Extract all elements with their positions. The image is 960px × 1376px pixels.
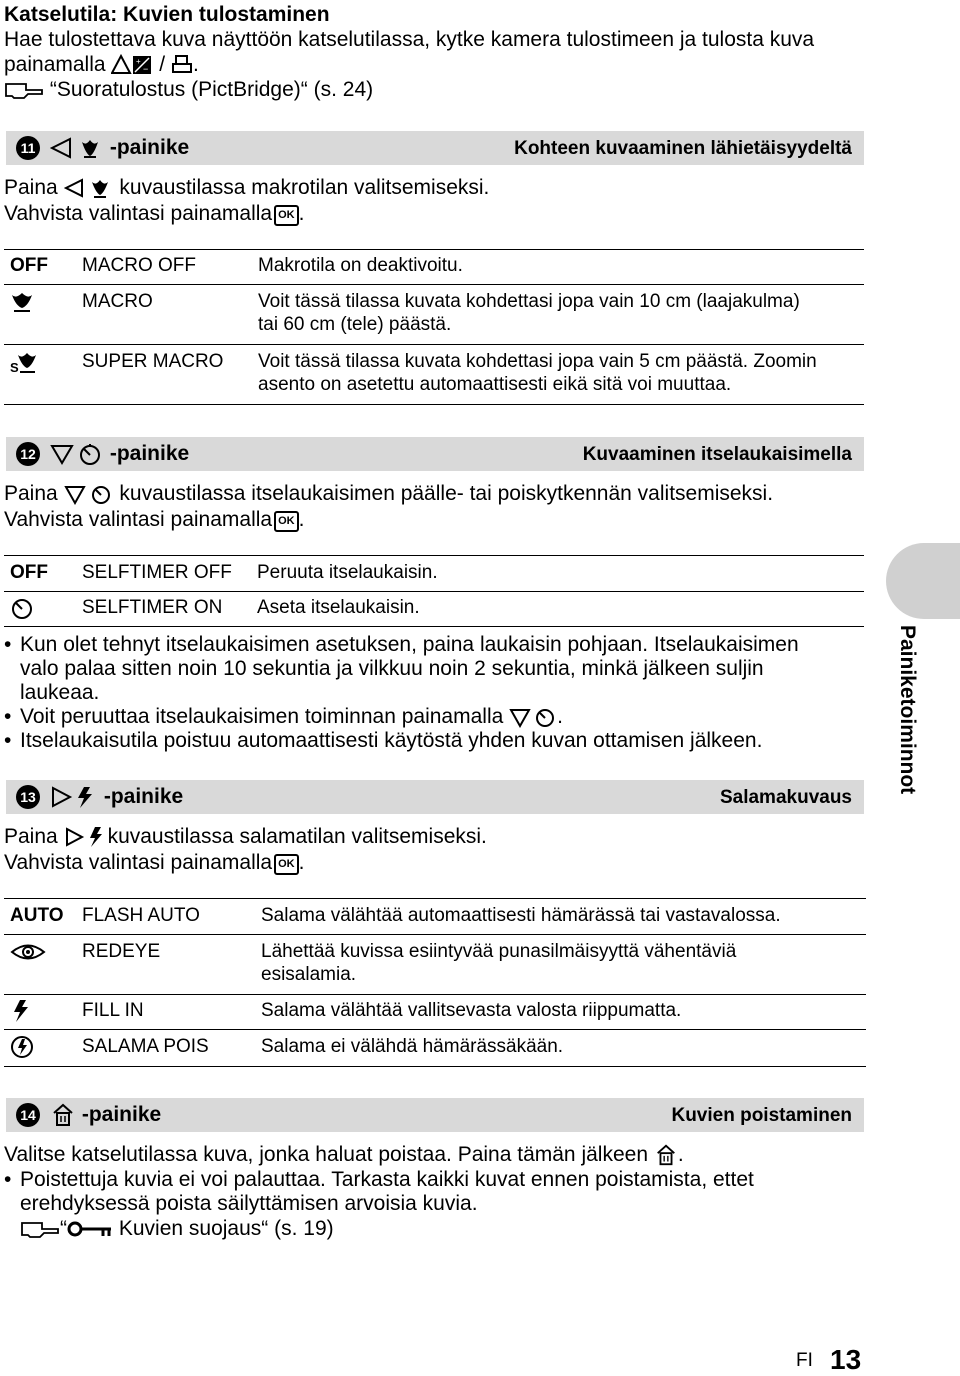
section-subtitle: Kuvaaminen itselaukaisimella: [582, 444, 852, 465]
table-rule: [4, 1029, 866, 1030]
row-mode: SELFTIMER OFF: [82, 562, 232, 583]
right-flash-icon: [64, 826, 108, 848]
row-description: Aseta itselaukaisin.: [257, 597, 420, 618]
right-flash-icon: [50, 785, 98, 809]
s14-paragraph-1: Valitse katselutilassa kuva, jonka haluat poistaa. Paina tämän jälkeen .: [4, 1143, 684, 1166]
flash-icon: [10, 999, 32, 1023]
table-rule: [4, 555, 864, 556]
erase-icon: [50, 1102, 76, 1128]
section-subtitle: Kuvien poistaminen: [671, 1105, 852, 1126]
table-row: [0, 561, 864, 591]
section-13-header: [6, 780, 864, 814]
intro-line1: Hae tulostettava kuva näyttöön katselutilassa, kytke kamera tulostimeen ja tulosta kuva: [4, 28, 815, 51]
s13-paragraph-2: Vahvista valintasi painamalla OK .: [4, 851, 305, 874]
erase-icon: [654, 1143, 678, 1167]
intro-period: .: [192, 53, 199, 76]
intro-line2: [4, 52, 199, 77]
bullet-dot: •: [4, 729, 12, 752]
row-description: Makrotila on deaktivoitu.: [258, 255, 463, 276]
section-title-text: -painike: [103, 785, 184, 808]
section-12-header: [6, 437, 864, 471]
macro-icon: [10, 292, 34, 312]
bullet-dot: •: [4, 633, 12, 656]
bullet-line: Poistettuja kuvia ei voi palauttaa. Tarkasta kaikki kuvat ennen poistamista, ettet: [20, 1168, 754, 1191]
section-title-text: -painike: [109, 136, 190, 159]
super-macro-icon: [10, 352, 38, 374]
section-title: [50, 1102, 161, 1128]
row-description: Peruuta itselaukaisin.: [257, 562, 438, 583]
table-row: [0, 999, 866, 1029]
section-subtitle: Kohteen kuvaaminen lähietäisyydeltä: [514, 138, 852, 159]
section-title-text: -painike: [109, 442, 190, 465]
table-row: [0, 290, 864, 340]
bullet-line: Itselaukaisutila poistuu automaattisesti käytöstä yhden kuvan ottamisen jälkeen.: [20, 729, 763, 752]
svg-text:+: +: [136, 57, 142, 67]
table-rule: [4, 344, 864, 345]
table-rule: [4, 1066, 866, 1067]
table-row: [0, 1035, 866, 1065]
down-selftimer-icon: [509, 706, 557, 728]
intro-slash: /: [159, 53, 166, 76]
row-mode: SALAMA POIS: [82, 1036, 209, 1057]
intro-heading: Katselutila: Kuvien tulostaminen: [4, 3, 330, 26]
row-symbol: OFF: [10, 562, 48, 583]
s14-reference: [20, 1216, 334, 1241]
bullet-line: laukeaa.: [20, 681, 100, 704]
s12-p1b: kuvaustilassa itselaukaisimen päälle- tai poiskytkennän valitsemiseksi.: [119, 482, 774, 505]
section-14-header: [6, 1098, 864, 1132]
table-rule: [4, 249, 864, 250]
row-description: Voit tässä tilassa kuvata kohdettasi jopa vain 5 cm päästä. Zoomin: [258, 351, 817, 372]
row-description: Salama välähtää automaattisesti hämärässä tai vastavalossa.: [261, 905, 781, 926]
bullet-line: erehdyksessä poista säilyttämisen arvoisia kuvia.: [20, 1192, 478, 1215]
intro-line2-text: painamalla: [4, 53, 106, 76]
flash-off-icon: [10, 1035, 34, 1059]
table-row: [0, 254, 864, 284]
side-tab-label: [888, 625, 918, 845]
row-description: Lähettää kuvissa esiintyvää punasilmäisyyttä vähentäviä: [261, 941, 737, 962]
bullet-dot: •: [4, 1168, 12, 1191]
row-description-cont: tai 60 cm (tele) päästä.: [258, 314, 452, 335]
table-rule: [4, 404, 864, 405]
bullet-text: Voit peruuttaa itselaukaisimen toiminnan painamalla: [20, 705, 504, 728]
table-rule: [4, 898, 866, 899]
bullet-item: [0, 632, 870, 706]
table-rule: [4, 591, 864, 592]
down-selftimer-icon: [64, 483, 114, 505]
row-description-cont: asento on asetettu automaattisesti eikä sitä voi muuttaa.: [258, 374, 732, 395]
section-subtitle: Salamakuvaus: [719, 787, 852, 808]
table-rule: [4, 934, 866, 935]
row-description-cont: esisalamia.: [261, 964, 357, 985]
selftimer-icon: [10, 597, 34, 619]
s12-p2: Vahvista valintasi painamalla: [4, 508, 273, 531]
print-icon: [171, 54, 193, 76]
reference-quote: “: [60, 1217, 67, 1240]
s13-paragraph-1: [4, 824, 487, 849]
table-rule: [4, 626, 864, 627]
s13-p2: Vahvista valintasi painamalla: [4, 851, 273, 874]
table-row: [0, 596, 864, 626]
side-tab-text: Painiketoiminnot: [896, 625, 919, 795]
s13-p1a: Paina: [4, 825, 58, 848]
table-row: [0, 350, 864, 400]
s11-p1b: kuvaustilassa makrotilan valitsemiseksi.: [119, 176, 490, 199]
section-title: [50, 135, 189, 161]
section-11-header: [6, 131, 864, 165]
row-mode: FLASH AUTO: [82, 905, 200, 926]
s12-paragraph-1: [4, 481, 773, 506]
s14-p1: Valitse katselutilassa kuva, jonka haluat poistaa. Paina tämän jälkeen: [4, 1143, 648, 1166]
s11-p2: Vahvista valintasi painamalla: [4, 202, 273, 225]
s14-reference-text: Kuvien suojaus“ (s. 19): [118, 1217, 334, 1240]
table-rule: [4, 284, 864, 285]
reference-hand-icon: [4, 80, 44, 100]
s11-p1a: Paina: [4, 176, 58, 199]
bullet-line: Kun olet tehnyt itselaukaisimen asetuksen, paina laukaisin pohjaan. Itselaukaisimen: [20, 633, 799, 656]
row-mode: FILL IN: [82, 1000, 144, 1021]
bullet-line: Voit peruuttaa itselaukaisimen toiminnan painamalla .: [20, 705, 563, 728]
ok-button-icon: OK: [274, 205, 299, 226]
row-mode: MACRO: [82, 291, 153, 312]
protect-key-icon: [67, 1219, 113, 1239]
reference-hand-icon: [20, 1219, 60, 1239]
intro-reference: [4, 77, 373, 102]
ok-button-icon: OK: [274, 854, 299, 875]
row-mode: SELFTIMER ON: [82, 597, 223, 618]
section-title-text: -painike: [81, 1103, 162, 1126]
row-description: Voit tässä tilassa kuvata kohdettasi jopa vain 10 cm (laajakulma): [258, 291, 800, 312]
table-row: [0, 904, 866, 934]
bullet-line: valo palaa sitten noin 10 sekuntia ja vilkkuu noin 2 sekuntia, minkä jälkeen suljin: [20, 657, 764, 680]
up-exposure-icon: [111, 54, 153, 76]
bullet-item: [0, 1167, 870, 1217]
s11-paragraph-2: Vahvista valintasi painamalla OK .: [4, 202, 305, 225]
row-description: Salama ei välähdä hämärässäkään.: [261, 1036, 564, 1057]
section-number: 14: [16, 1103, 40, 1127]
table-row: [0, 940, 866, 990]
row-mode: SUPER MACRO: [82, 351, 224, 372]
ok-button-icon: OK: [274, 511, 299, 532]
svg-text:S: S: [10, 360, 19, 374]
intro-reference-text: “Suoratulostus (PictBridge)“ (s. 24): [49, 78, 374, 101]
bullet-dot: •: [4, 705, 12, 728]
row-symbol: OFF: [10, 255, 48, 276]
s11-paragraph-1: [4, 175, 489, 200]
page-number: 13: [830, 1344, 862, 1375]
row-symbol: AUTO: [10, 905, 64, 926]
left-macro-icon: [64, 177, 114, 199]
section-number: 13: [16, 785, 40, 809]
svg-text:−: −: [143, 64, 149, 75]
left-macro-icon: [50, 136, 104, 160]
s12-paragraph-2: Vahvista valintasi painamalla OK .: [4, 508, 305, 531]
row-mode: REDEYE: [82, 941, 161, 962]
s13-p1b: kuvaustilassa salamatilan valitsemiseksi.: [107, 825, 487, 848]
redeye-icon: [10, 941, 46, 963]
s12-p1a: Paina: [4, 482, 58, 505]
side-tab-marker: [886, 543, 960, 619]
section-title: [50, 441, 189, 467]
section-number: 12: [16, 442, 40, 466]
section-number: 11: [16, 136, 40, 160]
section-title: [50, 784, 183, 810]
row-mode: MACRO OFF: [82, 255, 196, 276]
footer-lang: FI: [796, 1350, 813, 1371]
down-selftimer-icon: [50, 442, 104, 466]
row-description: Salama välähtää vallitsevasta valosta riippumatta.: [261, 1000, 682, 1021]
table-rule: [4, 994, 866, 995]
